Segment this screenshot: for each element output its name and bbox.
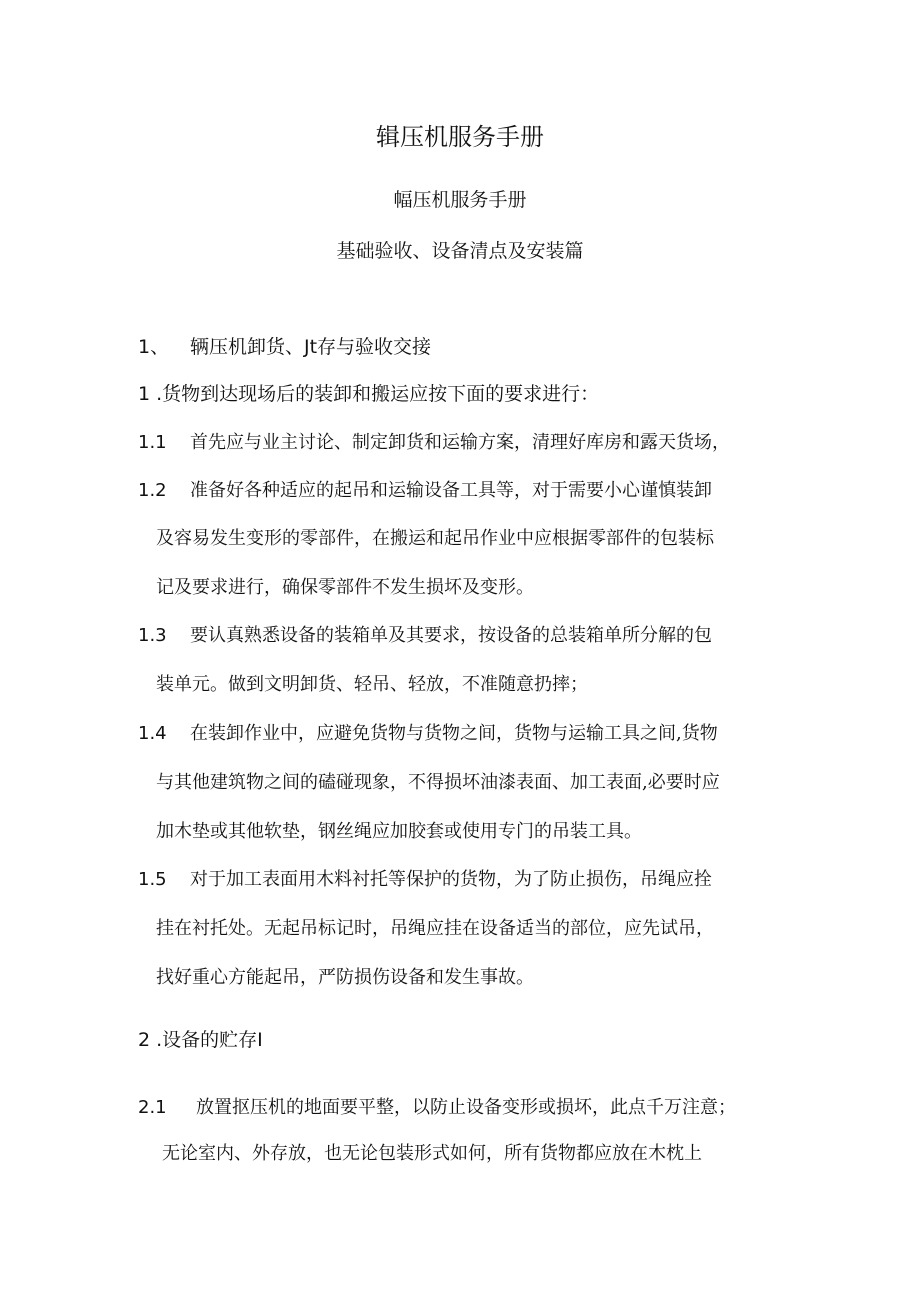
item-1-5-line-3: 找好重心方能起吊，严防损伤设备和发生事故。: [156, 967, 534, 988]
item-2-1-line-1: 放置抠压机的地面要平整，以防止设备变形或损坏，此点千万注意；: [196, 1097, 736, 1118]
item-1-5-line-2: 挂在衬托处。无起吊标记时，吊绳应挂在设备适当的部位，应先试吊，: [156, 918, 714, 939]
item-1-4-line-3: 加木垫或其他软垫，钢丝绳应加胶套或使用专门的吊装工具。: [156, 821, 642, 842]
document-title: 辑压机服务手册: [376, 123, 544, 151]
item-1-5-line-1: 对于加工表面用木料衬托等保护的货物，为了防止损伤，吊绳应拴: [190, 869, 712, 890]
item-1-2-line-2: 及容易发生变形的零部件，在搬运和起吊作业中应根据零部件的包装标: [156, 528, 714, 549]
item-2-1-line-2: 无论室内、外存放，也无论包装形式如何，所有货物都应放在木枕上: [162, 1143, 702, 1164]
item-1-2-number: 1.2: [138, 480, 167, 501]
item-1-4-number: 1.4: [138, 723, 167, 744]
item-1-4-line-2: 与其他建筑物之间的磕碰现象，不得损坏油漆表面、加工表面,必要时应: [156, 772, 720, 793]
document-subtitle-1: 幅压机服务手册: [393, 189, 527, 211]
section-2-heading: 2 .设备的贮存I: [138, 1029, 263, 1051]
item-1-3-line-2: 装单元。做到文明卸货、轻吊、轻放，不准随意扔摔；: [156, 674, 588, 695]
item-1-1-number: 1.1: [138, 432, 167, 453]
item-1-3-line-1: 要认真熟悉设备的装箱单及其要求，按设备的总装箱单所分解的包: [190, 625, 712, 646]
item-2-1-number: 2.1: [138, 1097, 167, 1118]
item-1-heading: 1 .货物到达现场后的装卸和搬运应按下面的要求进行：: [138, 383, 600, 405]
item-1-1-line-1: 首先应与业主讨论、制定卸货和运输方案，清理好库房和露天货场，: [190, 432, 730, 453]
item-1-4-line-1: 在装卸作业中，应避免货物与货物之间，货物与运输工具之间,货物: [190, 723, 718, 744]
item-1-2-line-1: 准备好各种适应的起吊和运输设备工具等，对于需要小心谨慎装卸: [190, 480, 712, 501]
document-subtitle-2: 基础验收、设备清点及安装篇: [336, 240, 584, 262]
item-1-3-number: 1.3: [138, 625, 167, 646]
section-1-title: 辆压机卸货、Jt存与验收交接: [190, 336, 432, 358]
section-1-number: 1、: [138, 336, 170, 358]
item-1-5-number: 1.5: [138, 869, 167, 890]
item-1-2-line-3: 记及要求进行，确保零部件不发生损坏及变形。: [156, 577, 534, 598]
